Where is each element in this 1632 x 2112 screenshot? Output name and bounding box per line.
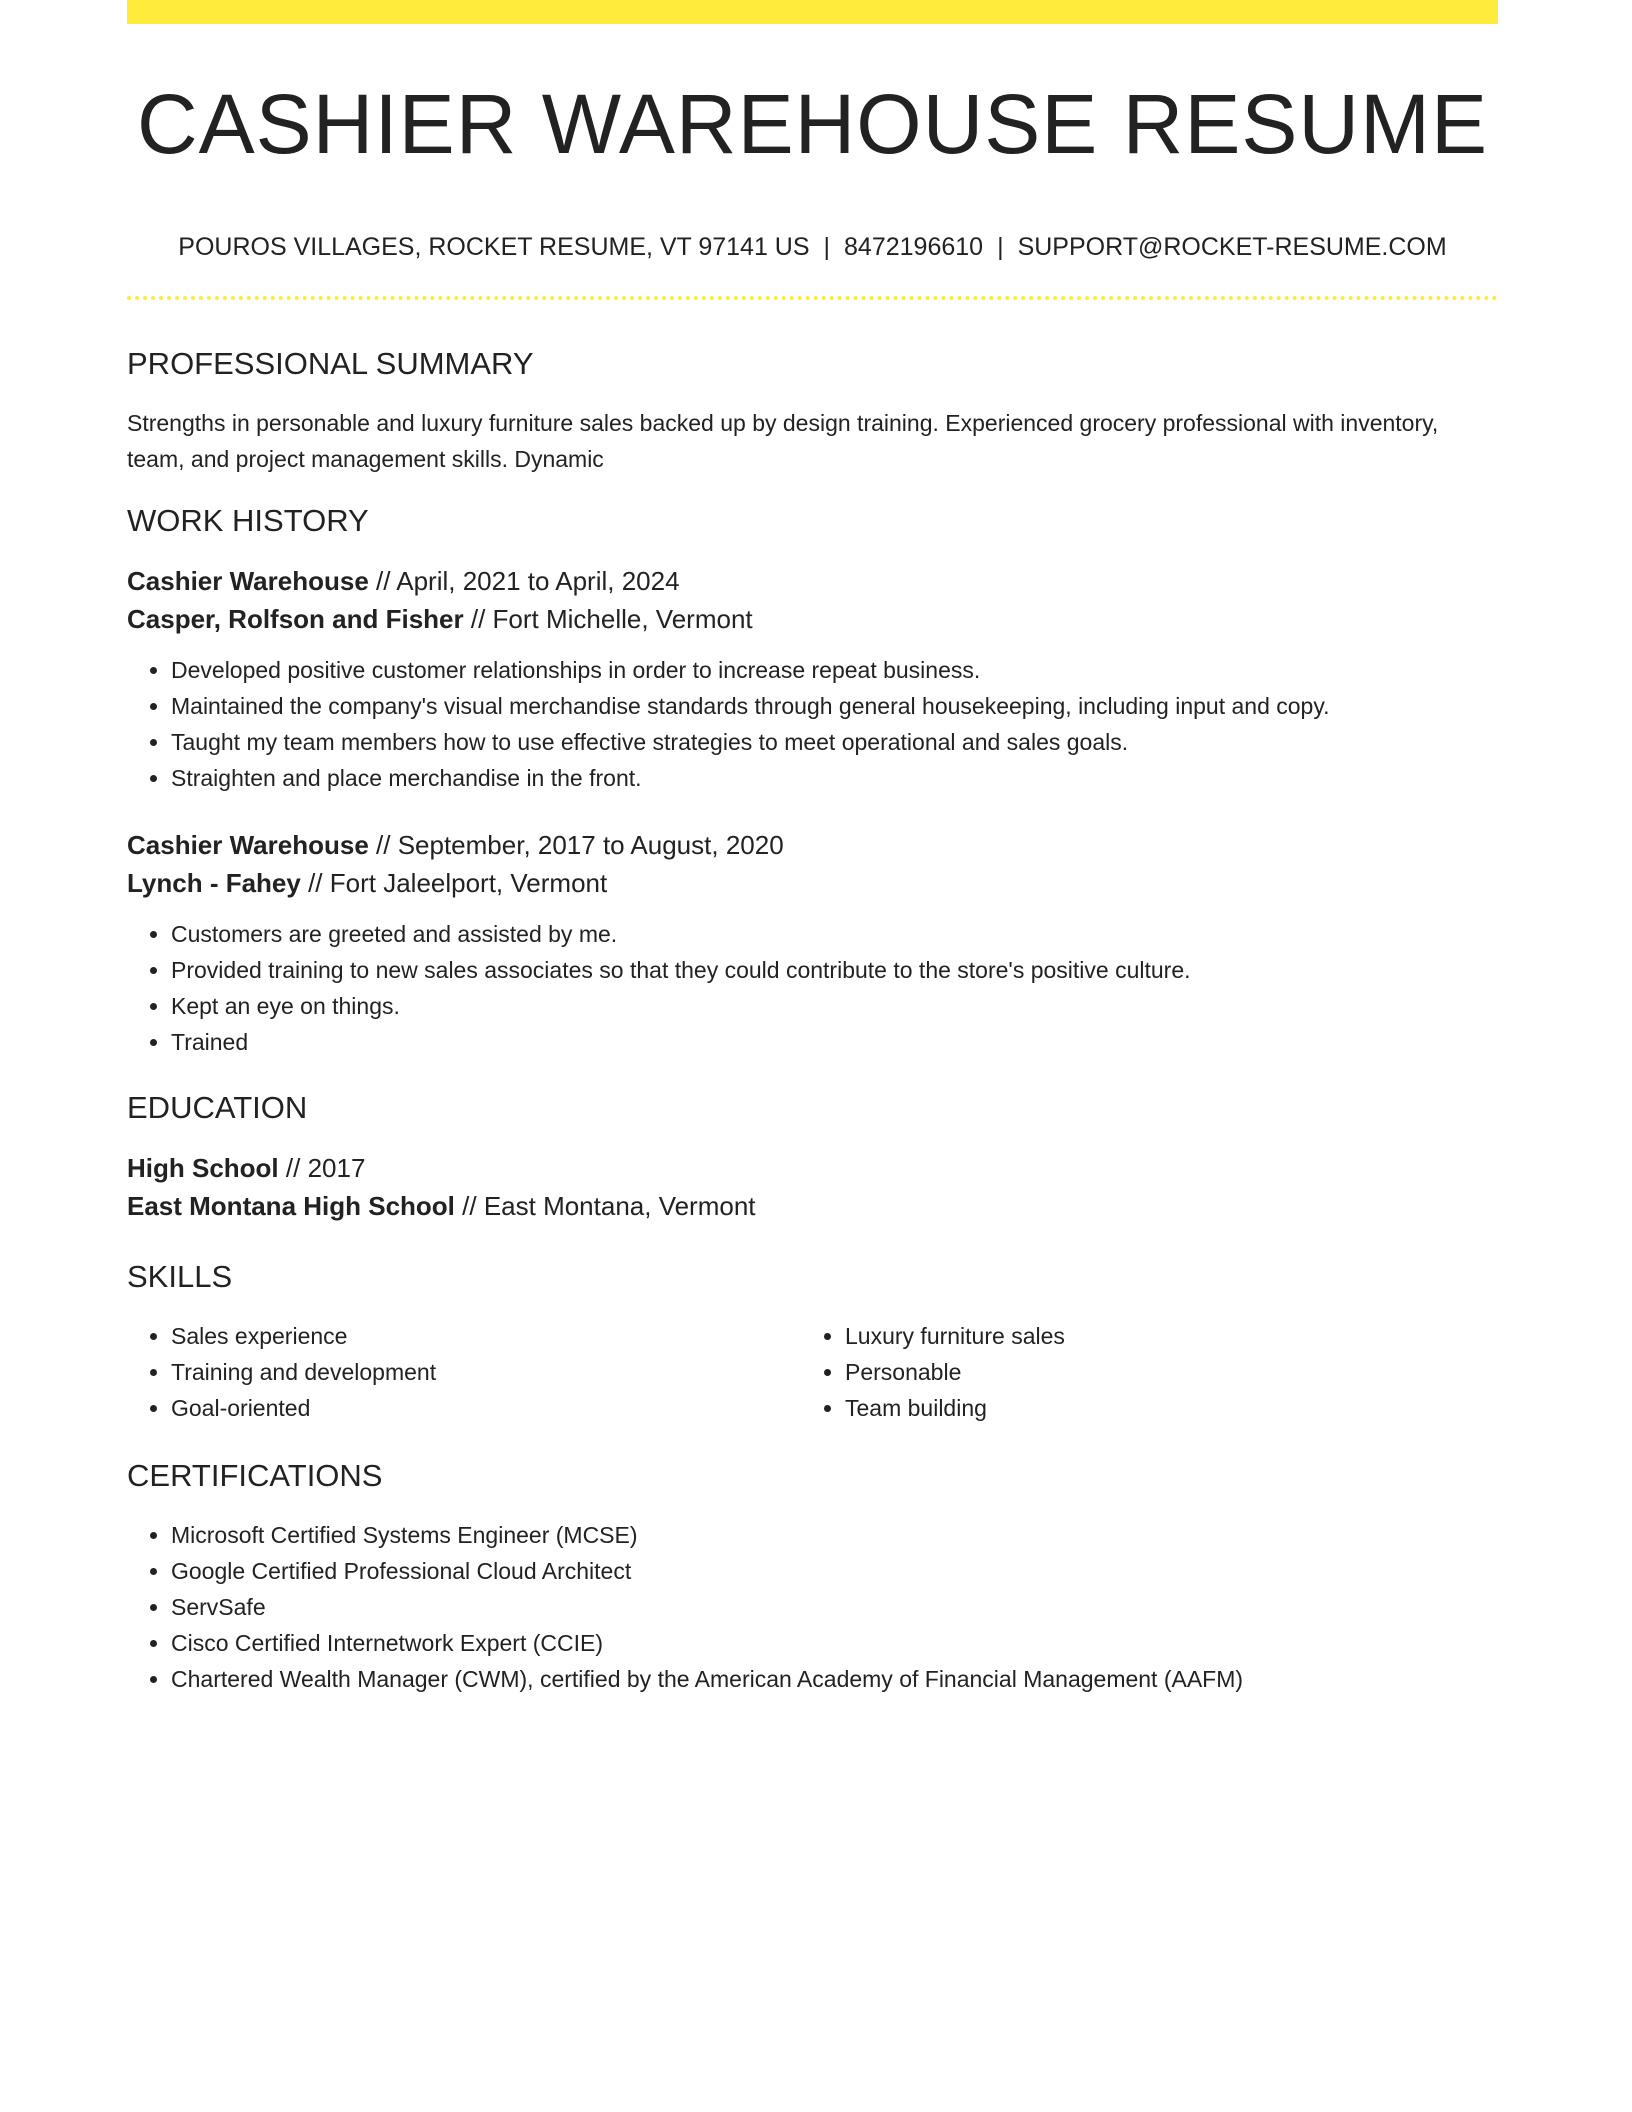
list-item: • Maintained the company's visual merchandise standards through general housekeeping, including input and copy. <box>171 688 1498 724</box>
job-entry <box>127 562 1498 796</box>
education-year: // 2017 <box>278 1153 366 1183</box>
education-entry <box>127 1149 1498 1225</box>
education-school-line <box>127 1187 1498 1225</box>
accent-top-bar <box>127 0 1498 24</box>
list-item: • Developed positive customer relationships in order to increase repeat business. <box>171 652 1498 688</box>
contact-line <box>127 235 1498 260</box>
resume-title: CASHIER WAREHOUSE RESUME <box>136 77 1489 171</box>
contact-separator: | <box>823 233 831 261</box>
section-title-education: EDUCATION <box>127 1090 308 1125</box>
list-item: • Sales experience <box>171 1318 801 1354</box>
job-location: // Fort Michelle, Vermont <box>463 604 753 634</box>
education-degree: High School <box>127 1153 279 1183</box>
section-title-skills: SKILLS <box>127 1259 233 1294</box>
job-dates: // September, 2017 to August, 2020 <box>368 830 784 860</box>
education-school: East Montana High School <box>127 1191 455 1221</box>
job-role-line <box>127 562 1498 600</box>
skills-column-right <box>801 1318 1475 1426</box>
list-item: • Personable <box>845 1354 1475 1390</box>
list-item: • Customers are greeted and assisted by me. <box>171 916 1498 952</box>
job-company-line <box>127 864 1498 902</box>
list-item: • Training and development <box>171 1354 801 1390</box>
skills-grid <box>127 1318 1498 1426</box>
skills-section <box>127 1261 1498 1426</box>
work-section <box>127 505 1498 1060</box>
job-company: Casper, Rolfson and Fisher <box>127 604 464 634</box>
section-title-certifications: CERTIFICATIONS <box>127 1458 383 1493</box>
contact-address: POUROS VILLAGES, ROCKET RESUME, VT 97141 US <box>178 233 810 261</box>
job-company: Lynch - Fahey <box>127 868 301 898</box>
job-role: Cashier Warehouse <box>127 566 369 596</box>
resume-page <box>127 0 1498 1697</box>
job-location: // Fort Jaleelport, Vermont <box>300 868 608 898</box>
summary-text: Strengths in personable and luxury furniture sales backed up by design training. Experienced grocery professional with inventory, team, and project management skills. Dynamic <box>127 410 1439 472</box>
list-item: • Google Certified Professional Cloud Architect <box>171 1553 1498 1589</box>
list-item: • Goal-oriented <box>171 1390 801 1426</box>
education-location: // East Montana, Vermont <box>454 1191 756 1221</box>
contact-phone: 8472196610 <box>844 233 984 261</box>
list-item: • Straighten and place merchandise in the front. <box>171 760 1498 796</box>
certifications-section <box>127 1460 1498 1697</box>
list-item: • ServSafe <box>171 1589 1498 1625</box>
job-dates: // April, 2021 to April, 2024 <box>368 566 680 596</box>
summary-section <box>127 348 1498 477</box>
section-title-work: WORK HISTORY <box>127 503 369 538</box>
list-item: • Taught my team members how to use effective strategies to meet operational and sales goals. <box>171 724 1498 760</box>
list-item: • Trained <box>171 1024 1498 1060</box>
education-section <box>127 1092 1498 1225</box>
skills-column-left <box>127 1318 801 1426</box>
certifications-list <box>127 1517 1498 1697</box>
list-item: • Kept an eye on things. <box>171 988 1498 1024</box>
list-item: • Chartered Wealth Manager (CWM), certified by the American Academy of Financial Management (AAFM) <box>171 1661 1498 1697</box>
list-item: • Team building <box>845 1390 1475 1426</box>
section-title-summary: PROFESSIONAL SUMMARY <box>127 346 534 381</box>
list-item: • Microsoft Certified Systems Engineer (MCSE) <box>171 1517 1498 1553</box>
job-bullets <box>127 916 1498 1060</box>
contact-separator: | <box>997 233 1004 261</box>
job-bullets <box>127 652 1498 796</box>
job-role: Cashier Warehouse <box>127 830 369 860</box>
job-role-line <box>127 826 1498 864</box>
job-company-line <box>127 600 1498 638</box>
list-item: • Provided training to new sales associates so that they could contribute to the store's positive culture. <box>171 952 1498 988</box>
education-degree-line <box>127 1149 1498 1187</box>
contact-email: SUPPORT@ROCKET-RESUME.COM <box>1017 233 1447 261</box>
dotted-divider <box>127 296 1498 300</box>
list-item: • Luxury furniture sales <box>845 1318 1475 1354</box>
job-entry <box>127 826 1498 1060</box>
list-item: • Cisco Certified Internetwork Expert (CCIE) <box>171 1625 1498 1661</box>
